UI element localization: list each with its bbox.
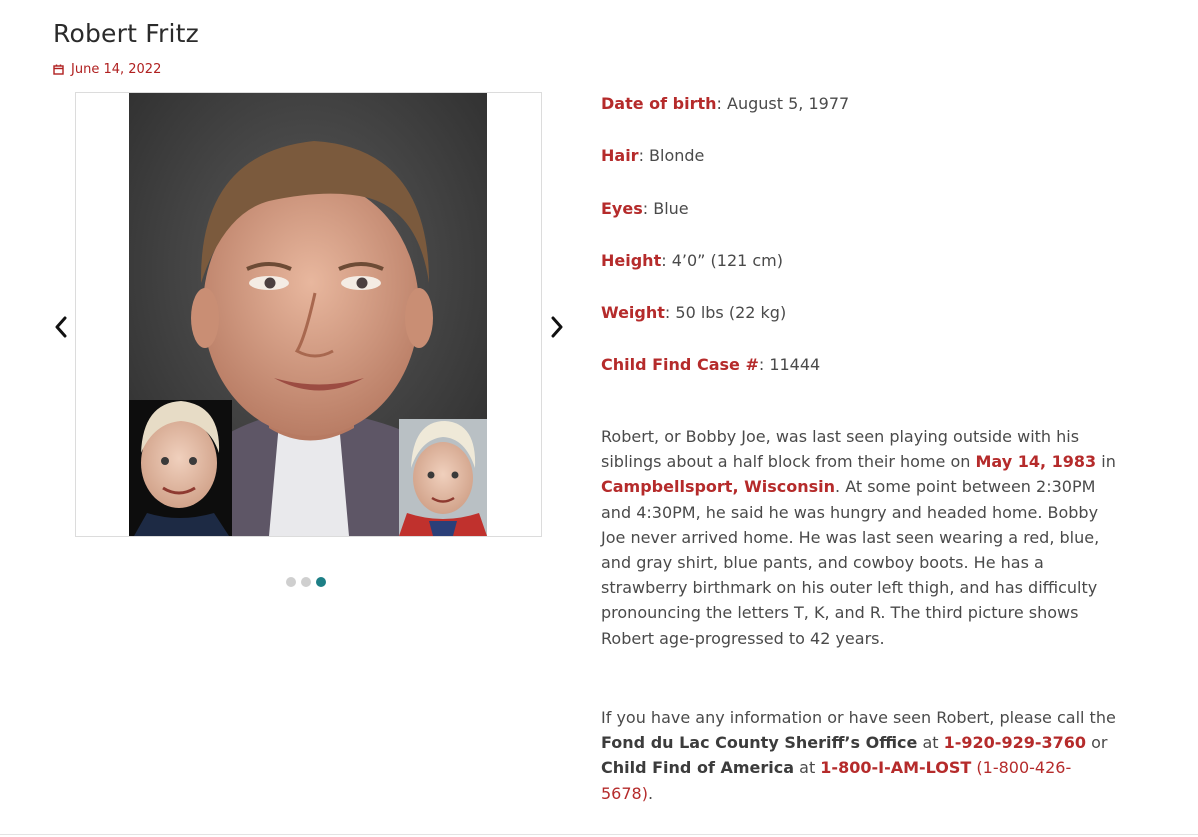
calendar-icon — [53, 64, 64, 75]
sheriff-phone-link[interactable]: 1-920-929-3760 — [943, 733, 1087, 753]
case-description — [601, 424, 1116, 651]
detail-value: : August 5, 1977 — [716, 94, 850, 113]
contact-text: at — [794, 758, 821, 778]
detail-label: Date of birth — [601, 94, 717, 113]
detail-value: : 11444 — [758, 355, 821, 374]
detail-label: Eyes — [601, 199, 643, 218]
gallery-pagination — [286, 577, 326, 587]
detail-height — [601, 250, 783, 272]
gallery-dot[interactable] — [286, 577, 296, 587]
detail-eyes — [601, 198, 689, 220]
gallery-next-button[interactable] — [545, 312, 569, 342]
gallery-dot-active[interactable] — [316, 577, 326, 587]
detail-label: Hair — [601, 146, 639, 165]
footer-divider — [0, 834, 1198, 835]
detail-value: : Blonde — [638, 146, 705, 165]
photo-gallery — [75, 92, 542, 537]
detail-hair — [601, 145, 704, 167]
contact-text: If you have any information or have seen Robert, please call the — [601, 708, 1116, 727]
location-link[interactable]: Campbellsport, Wisconsin — [601, 477, 836, 497]
contact-text: at — [917, 733, 944, 753]
detail-label: Child Find Case # — [601, 355, 759, 374]
hotline-number-link[interactable]: (1-800-426-5678) — [601, 758, 1072, 803]
contact-info — [601, 705, 1116, 806]
contact-text: or — [1086, 733, 1108, 753]
organization-name: Child Find of America — [601, 758, 795, 778]
gallery-prev-button[interactable] — [49, 312, 73, 342]
post-date-link[interactable]: June 14, 2022 — [71, 62, 162, 77]
detail-value: : 4’0” (121 cm) — [661, 251, 784, 270]
contact-text: . — [647, 783, 654, 803]
detail-dob — [601, 93, 849, 115]
detail-weight — [601, 302, 786, 324]
sheriff-office-name: Fond du Lac County Sheriff’s Office — [601, 733, 918, 753]
missing-date-link[interactable]: May 14, 1983 — [975, 452, 1097, 472]
post-date — [53, 62, 161, 77]
detail-value: : 50 lbs (22 kg) — [664, 303, 787, 322]
gallery-dot[interactable] — [301, 577, 311, 587]
description-text: Robert, or Bobby Joe, was last seen playing outside with his siblings about a half block from their home on — [601, 427, 1080, 472]
detail-case-number — [601, 354, 820, 376]
detail-label: Height — [601, 251, 662, 270]
post-title: Robert Fritz — [53, 19, 199, 48]
age-progression-photo — [129, 93, 487, 536]
detail-label: Weight — [601, 303, 665, 322]
description-text: in — [1096, 452, 1116, 472]
detail-value: : Blue — [642, 199, 689, 218]
hotline-link[interactable]: 1-800-I-AM-LOST — [820, 758, 972, 778]
chevron-right-icon — [550, 316, 564, 338]
chevron-left-icon — [54, 316, 68, 338]
description-text: . At some point between 2:30PM and 4:30PM, he said he was hungry and headed home. Bobby Joe never arrived home. He was last seen wearing a red, blue, and gray shirt, blue pants, and cowboy boots. He has a strawberry birthmark on his outer left thigh, and has difficulty pronouncing the letters T, K, and R. The third picture shows Robert age-progressed to 42 years. — [601, 477, 1100, 648]
